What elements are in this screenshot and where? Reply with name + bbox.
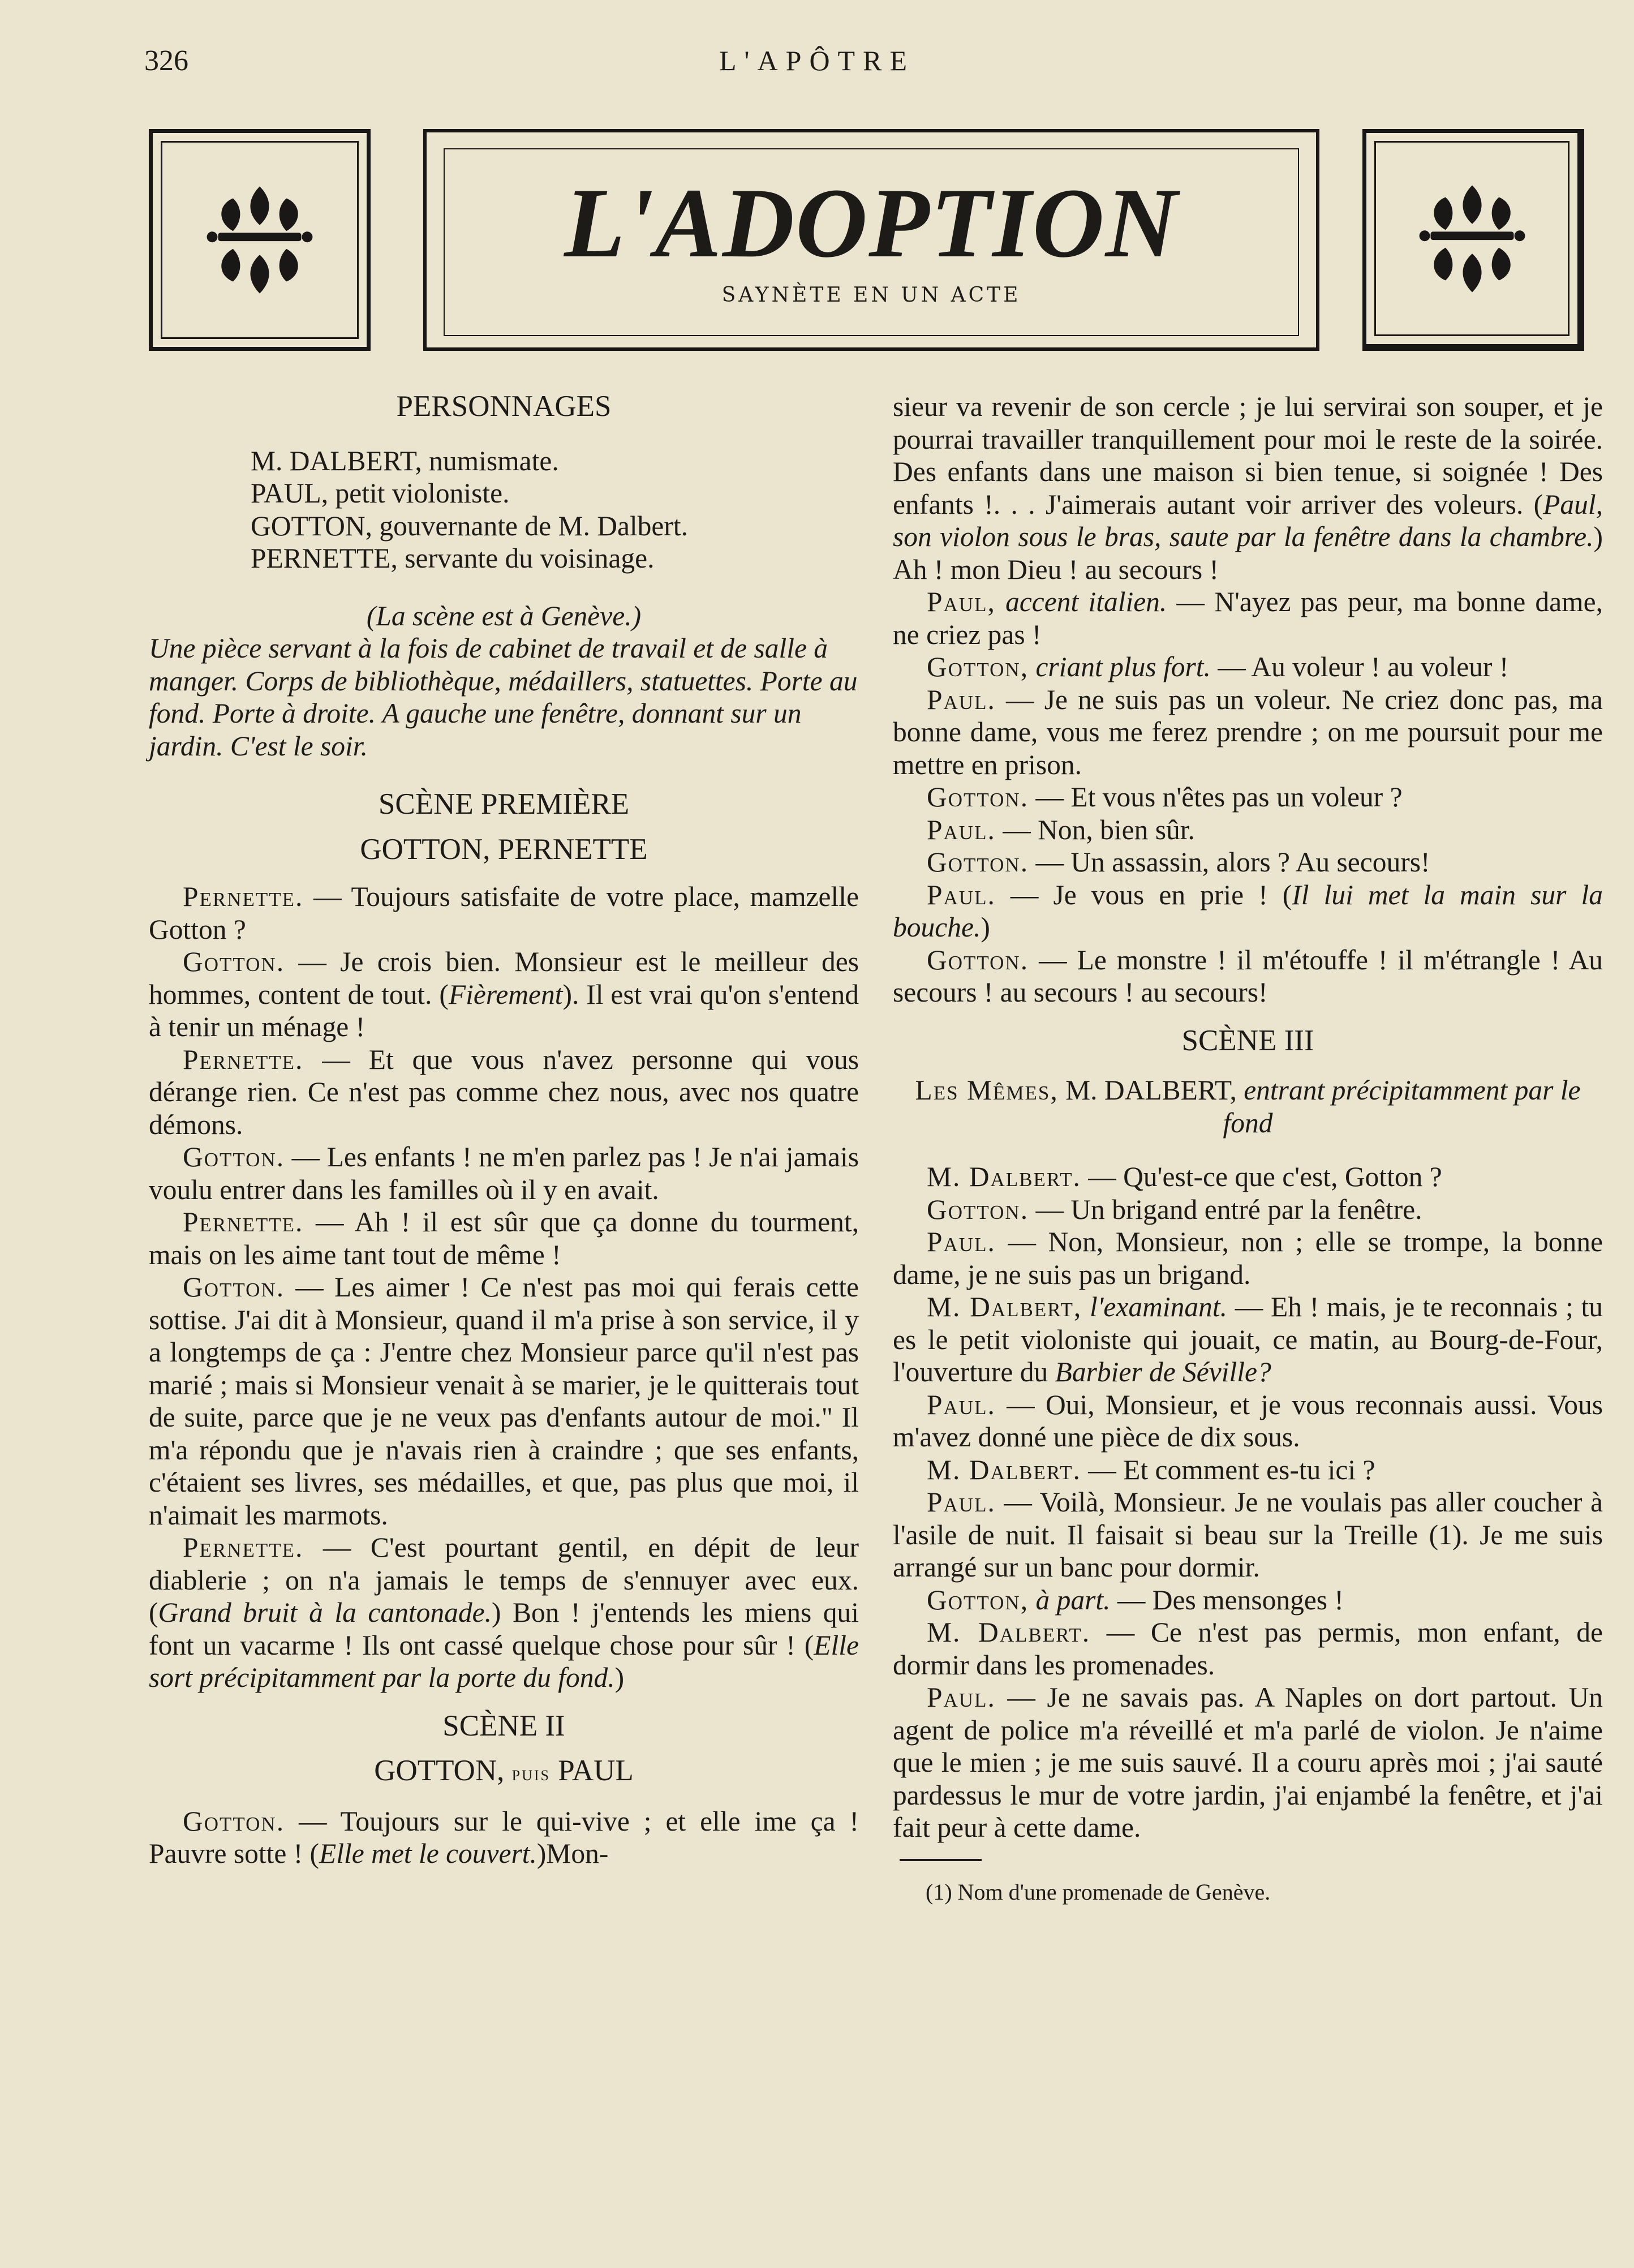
dialogue-line: M. Dalbert. — Qu'est-ce que c'est, Gotton ?	[927, 1161, 1442, 1192]
dialogue-line: Gotton. — Les enfants ! ne m'en parlez pas ! Je n'ai jamais voulu entrer dans les familles où il y en avait.	[149, 1141, 859, 1205]
right-column	[893, 390, 1603, 1906]
dialogue-line: Gotton, criant plus fort. — Au voleur ! au voleur !	[927, 651, 1509, 682]
dialogue-line: Paul. — Non, Monsieur, non ; elle se trompe, la bonne dame, je ne suis pas un brigand.	[893, 1226, 1603, 1290]
character-entry: GOTTON, gouvernante de M. Dalbert.	[251, 510, 689, 542]
scene-1-cast: GOTTON, PERNETTE	[360, 832, 648, 866]
dialogue-line: Gotton. — Toujours sur le qui-vive ; et elle ime ça ! Pauvre sotte ! (Elle met le couvert.)Mon-	[149, 1805, 859, 1869]
setting-note: (La scène est à Genève.)	[366, 600, 642, 632]
scene-3-cast: Les Mêmes, M. DALBERT, entrant précipitamment par le fond	[915, 1075, 1581, 1139]
dialogue-line: Gotton, à part. — Des mensonges !	[927, 1584, 1344, 1616]
character-entry: M. DALBERT, numismate.	[251, 445, 559, 476]
dialogue-line: Paul. — Non, bien sûr.	[927, 814, 1195, 845]
scene-2-cast: GOTTON, puis PAUL	[374, 1754, 634, 1787]
journal-title: L'APÔTRE	[719, 45, 915, 76]
dialogue-line: Pernette. — C'est pourtant gentil, en dépit de leur diablerie ; on n'a jamais le temps de s'ennuyer avec eux. (Grand bruit à la cantonade.) Bon ! j'entends les miens qui font un vacarme ! Ils ont cassé quelque chose pour sûr ! (Elle sort précipitamment par la porte du fond.)	[149, 1532, 859, 1693]
dialogue-line: Gotton. — Je crois bien. Monsieur est le meilleur des hommes, content de tout. (Fièrement). Il est vrai qu'on s'entend à tenir un ménage !	[149, 946, 859, 1042]
title-box	[423, 129, 1319, 351]
dialogue-line: Paul. — Oui, Monsieur, et je vous reconnais aussi. Vous m'avez donné une pièce de dix sous.	[893, 1389, 1603, 1453]
play-title: L'ADOPTION	[564, 168, 1179, 278]
dialogue-line: Paul. — Je vous en prie ! (Il lui met la main sur la bouche.)	[893, 879, 1603, 943]
scene-1-heading: SCÈNE PREMIÈRE	[378, 788, 630, 821]
dramatis-personae	[149, 445, 859, 575]
title-banner	[0, 129, 1634, 355]
dialogue-line: M. Dalbert. — Ce n'est pas permis, mon enfant, de dormir dans les promenades.	[893, 1617, 1603, 1681]
character-entry: PAUL, petit violoniste.	[251, 478, 510, 509]
scene-2-heading: SCÈNE II	[442, 1709, 565, 1742]
dialogue-line: Pernette. — Ah ! il est sûr que ça donne du tourment, mais on les aime tant tout de même !	[149, 1206, 859, 1270]
dialogue-line: Gotton. — Et vous n'êtes pas un voleur ?	[927, 781, 1403, 813]
dialogue-line: Paul. — Je ne suis pas un voleur. Ne criez donc pas, ma bonne dame, vous me ferez prendre ; on me poursuit pour me mettre en prison.	[893, 684, 1603, 780]
play-subtitle: SAYNÈTE EN UN ACTE	[721, 284, 1021, 307]
dialogue-line: Gotton. — Un assassin, alors ? Au secours!	[927, 847, 1430, 878]
dialogue-line: Paul, accent italien. — N'ayez pas peur, ma bonne dame, ne criez pas !	[893, 586, 1603, 650]
dialogue-line: Gotton. — Le monstre ! il m'étouffe ! il m'étrangle ! Au secours ! au secours ! au secours!	[893, 944, 1603, 1008]
right-ornament-box	[1362, 129, 1584, 351]
character-entry: PERNETTE, servante du voisinage.	[251, 543, 655, 574]
scene-3-heading: SCÈNE III	[1181, 1024, 1314, 1057]
opening-stage-direction: Une pièce servant à la fois de cabinet de travail et de salle à manger. Corps de bibliothèque, médaillers, statuettes. Porte au fond. Porte à droite. A gauche une fenêtre, donnant sur un jardin. C'est le soir.	[149, 633, 858, 762]
running-head	[0, 44, 1634, 84]
personnages-heading: PERSONNAGES	[396, 390, 612, 423]
dialogue-line: Pernette. — Toujours satisfaite de votre place, mamzelle Gotton ?	[149, 881, 859, 945]
footnote: (1) Nom d'une promenade de Genève.	[926, 1879, 1271, 1905]
dialogue-line: Gotton. — Un brigand entré par la fenêtre.	[927, 1193, 1422, 1225]
page-number: 326	[144, 45, 188, 77]
dialogue-line: Gotton. — Les aimer ! Ce n'est pas moi qui ferais cette sottise. J'ai dit à Monsieur, quand il m'a prise à son service, il y a longtemps de ça : J'entre chez Monsieur parce qu'il n'est pas marié ; mais si Monsieur venait à se marier, je le quitterais tout de suite, parce que je ne veux pas d'enfants autour de moi." Il m'a répondu que je n'avais rien à craindre ; que ses enfants, c'étaient ses livres, ses médailles, et que, pas plus que moi, il n'aimait les marmots.	[149, 1272, 859, 1531]
dialogue-line: Paul. — Je ne savais pas. A Naples on dort partout. Un agent de police m'a réveillé et m'a parlé de violon. Je n'aime que le mien ; je me suis sauvé. Il a couru après moi ; j'ai sauté pardessus le mur de votre jardin, j'ai enjambé la fenêtre, et j'ai fait peur à cette dame.	[893, 1682, 1603, 1843]
dialogue-line: M. Dalbert. — Et comment es-tu ici ?	[927, 1454, 1375, 1485]
dialogue-line: Pernette. — Et que vous n'avez personne qui vous dérange rien. Ce n'est pas comme chez nous, avec nos quatre démons.	[149, 1043, 859, 1140]
dialogue-line: Paul. — Voilà, Monsieur. Je ne voulais pas aller coucher à l'asile de nuit. Il faisait si beau sur la Treille (1). Je me suis arrangé sur un banc pour dormir.	[893, 1487, 1603, 1583]
dialogue-line: M. Dalbert, l'examinant. — Eh ! mais, je te reconnais ; tu es le petit violoniste qui jouait, ce matin, au Bourg-de-Four, l'ouverture du Barbier de Séville?	[893, 1291, 1603, 1388]
left-ornament-box	[149, 129, 371, 351]
fleur-de-lis-ornament-icon	[200, 181, 319, 299]
left-column	[149, 390, 859, 1870]
footnote-rule	[900, 1859, 982, 1861]
fleur-de-lis-ornament-icon	[1413, 179, 1532, 298]
dialogue-continuation: sieur va revenir de son cercle ; je lui servirai son souper, et je pourrai travailler tranquillement pour moi le reste de la soirée. Des enfants dans une maison si bien tenue, si soignée ! Des enfants !. . . J'aimerais autant voir arriver des voleurs. (Paul, son violon sous le bras, saute par la fenêtre dans la chambre.) Ah ! mon Dieu ! au secours !	[893, 391, 1603, 585]
